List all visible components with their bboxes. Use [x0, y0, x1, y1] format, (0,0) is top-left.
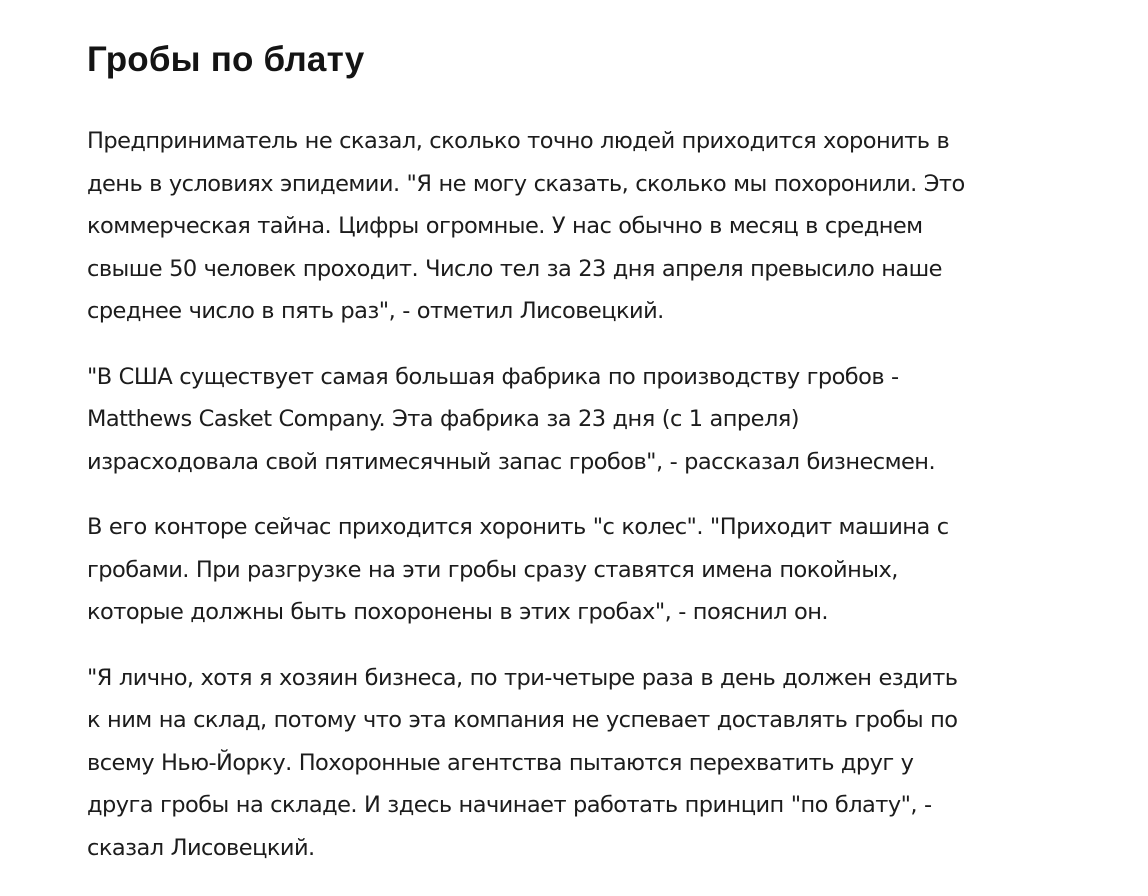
article-heading: Гробы по блату [87, 40, 365, 79]
paragraph-line: сказал Лисовецкий. [87, 834, 315, 861]
paragraph-line: день в условиях эпидемии. "Я не могу сказать, сколько мы похоронили. Это [87, 170, 965, 197]
paragraph-line: гробами. При разгрузке на эти гробы сразу ставятся имена покойных, [87, 556, 898, 583]
paragraph-line: Matthews Casket Company. Эта фабрика за 23 дня (с 1 апреля) [87, 406, 799, 432]
paragraph-2 [87, 356, 1087, 484]
paragraph-line: которые должны быть похоронены в этих гробах", - пояснил он. [87, 599, 829, 625]
paragraph-line: "В США существует самая большая фабрика по производству гробов - [87, 363, 899, 390]
paragraph-line: свыше 50 человек проходит. Число тел за 23 дня апреля превысило наше [87, 255, 942, 282]
paragraph-line: всему Нью-Йорку. Похоронные агентства пытаются перехватить друг у [87, 749, 914, 776]
paragraph-4 [87, 657, 1087, 870]
paragraph-1 [87, 120, 1087, 333]
paragraph-line: коммерческая тайна. Цифры огромные. У нас обычно в месяц в среднем [87, 213, 923, 239]
paragraph-line: среднее число в пять раз", - отметил Лисовецкий. [87, 298, 664, 324]
paragraph-line: к ним на склад, потому что эта компания не успевает доставлять гробы по [87, 707, 958, 733]
paragraph-line: Предприниматель не сказал, сколько точно людей приходится хоронить в [87, 128, 950, 154]
paragraph-line: друга гробы на складе. И здесь начинает работать принцип "по блату", - [87, 792, 932, 818]
article [87, 30, 1087, 892]
paragraph-3 [87, 506, 1087, 634]
paragraph-line: В его конторе сейчас приходится хоронить "с колес". "Приходит машина с [87, 514, 949, 540]
paragraph-line: израсходовала свой пятимесячный запас гробов", - рассказал бизнесмен. [87, 448, 936, 475]
paragraph-line: "Я лично, хотя я хозяин бизнеса, по три-четыре раза в день должен ездить [87, 664, 958, 691]
